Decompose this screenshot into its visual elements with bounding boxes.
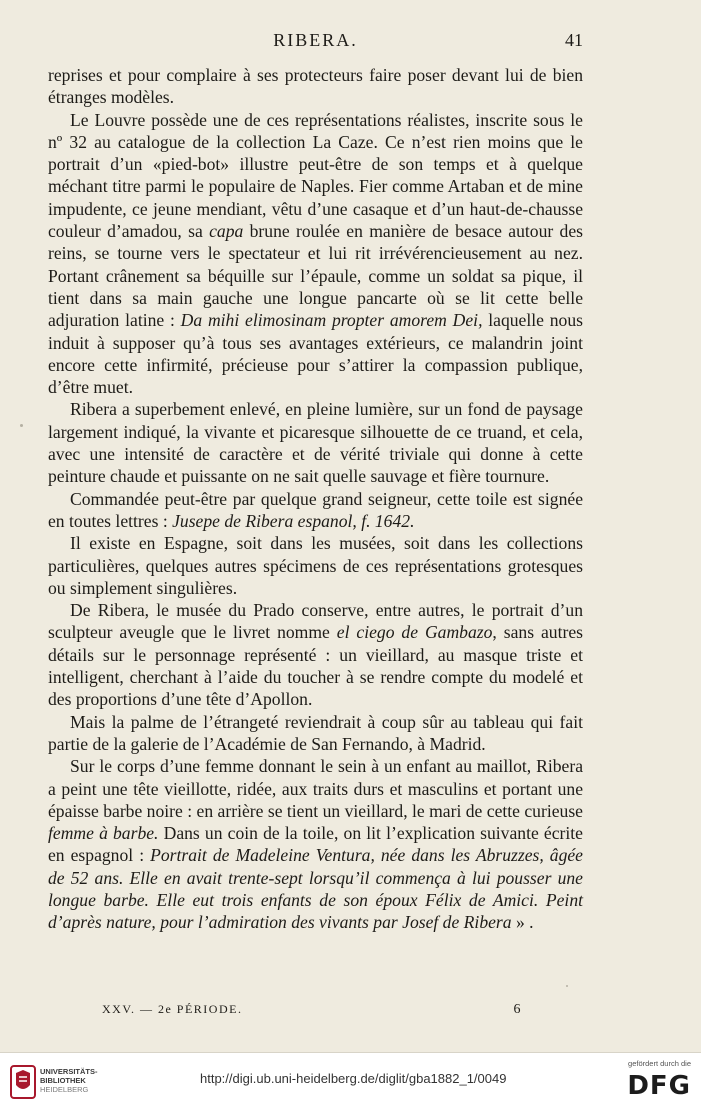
funder-note: gefördert durch die xyxy=(628,1059,691,1068)
italic-title: el ciego de Gambazo xyxy=(336,622,493,643)
page-header xyxy=(48,30,583,54)
paragraph-5: Il existe en Espagne, soit dans les musées, soit dans les collections particulières, quelques autres spécimens de ces représentations grotesques ou simplement singulières. xyxy=(48,533,583,598)
viewer-footer-bar xyxy=(0,1052,701,1110)
spanish-inscription: Portrait de Madeleine Ventura, née dans les Abruzzes, âgée de 52 ans. Elle en avait trente-sept lorsqu’il commença à lui pousser une longue barbe. Elle eut trois enfants de son époux Félix de Amici. Peint d’après nature, pour l’admiration des vivants par Josef de Ribera xyxy=(48,845,583,933)
library-seal-icon xyxy=(10,1065,36,1099)
sheet-number: 6 xyxy=(513,1002,522,1017)
painting-signature: Jusepe de Ribera espanol, f. 1642. xyxy=(172,510,415,531)
text-run: Dans un coin de la toile, on lit l’explication suivante écrite en espagnol : xyxy=(48,823,583,866)
paragraph-7: Mais la palme de l’étrangeté reviendrait à coup sûr au tableau qui fait partie de la galerie de l’Académie de San Fernando, à Madrid. xyxy=(48,711,583,754)
text-run: Sur le corps d’une femme donnant le sein à un enfant au maillot, Ribera a peint une tête vieillotte, ridée, aux traits durs et masculins et portant une épaisse barbe noire : en arrière se tient un vieillard, le mari de cette curieuse xyxy=(48,756,583,821)
funder-logo[interactable] xyxy=(611,1059,691,1101)
paragraph-8 xyxy=(48,755,583,933)
text-run: Le Louvre possède une de ces représentations réalistes, inscrite sous le nº 32 au catalogue de la collection La Caze. Ce n’est rien moins que le portrait d’un «pied-bot» illustre peut-être de son temps et à quelque méchant titre parmi le populaire de Naples. Fier comme Artaban et de mine impudente, ce jeune mendiant, vêtu d’une casaque et d’un haut-de-chausse couleur d’amadou, sa xyxy=(48,109,583,242)
paragraph-3: Ribera a superbement enlevé, en pleine lumière, sur un fond de paysage largement indiqué, la vivante et picaresque silhouette de ce truand, et cela, avec une intensité de caractère et de vérité triviale qui donne à cette peinture chaude et puissante on ne sait quelle sauvage et fière tournure. xyxy=(48,399,583,487)
permalink[interactable]: http://digi.ub.uni-heidelberg.de/diglit/gba1882_1/0049 xyxy=(200,1071,507,1086)
scan-speck xyxy=(20,424,23,427)
page-number: 41 xyxy=(565,30,583,50)
signature-mark: XXV. — 2e PÉRIODE. xyxy=(102,1002,243,1016)
text-run: De Ribera, le musée du Prado conserve, entre autres, le portrait d’un sculpteur aveugle que le livret nomme xyxy=(48,600,583,643)
italic-term-femme: femme à barbe. xyxy=(48,823,159,844)
page-footer xyxy=(102,1002,522,1020)
library-name-line: UNIVERSITÄTS- xyxy=(40,1067,98,1076)
paragraph-1: reprises et pour complaire à ses protecteurs faire poser devant lui de bien étranges modèles. xyxy=(48,65,583,108)
paragraph-6 xyxy=(48,599,583,710)
library-name-line: HEIDELBERG xyxy=(40,1085,89,1094)
paragraph-4 xyxy=(48,488,583,533)
text-run: Commandée peut-être par quelque grand seigneur, cette toile est signée en toutes lettres : xyxy=(48,488,583,531)
text-run: » . xyxy=(511,912,534,933)
running-title: RIBERA. xyxy=(273,30,358,50)
library-logo[interactable] xyxy=(10,1065,130,1101)
dfg-logo: DFG xyxy=(627,1071,691,1101)
italic-term-capa: capa xyxy=(209,221,244,242)
scan-speck xyxy=(566,985,568,987)
paragraph-2 xyxy=(48,109,583,399)
body-text xyxy=(48,64,583,934)
library-name xyxy=(40,1067,98,1094)
latin-inscription: Da mihi elimosinam propter amorem Dei, xyxy=(180,310,483,331)
library-name-line: BIBLIOTHEK xyxy=(40,1076,86,1085)
text-run: , sans autres détails sur le personnage représenté : un vieillard, au masque triste et intelligent, cherchant à l’aide du toucher à se rendre compte du modelé et des proportions d’une tête d’Apollon. xyxy=(48,622,583,710)
text-run: laquelle nous induit à supposer qu’à tous ses avantages extérieurs, ce malandrin joint encore cette infirmité, précieuse pour s’attirer la compassion publique, d’être muet. xyxy=(48,310,583,398)
text-run: brune roulée en manière de besace autour des reins, se tourne vers le spectateur et lui rit irrévérencieusement au nez. Portant crânement sa béquille sur l’épaule, comme un soldat sa pique, il tient dans sa main gauche une longue pancarte où se lit cette belle adjuration latine : xyxy=(48,221,583,331)
